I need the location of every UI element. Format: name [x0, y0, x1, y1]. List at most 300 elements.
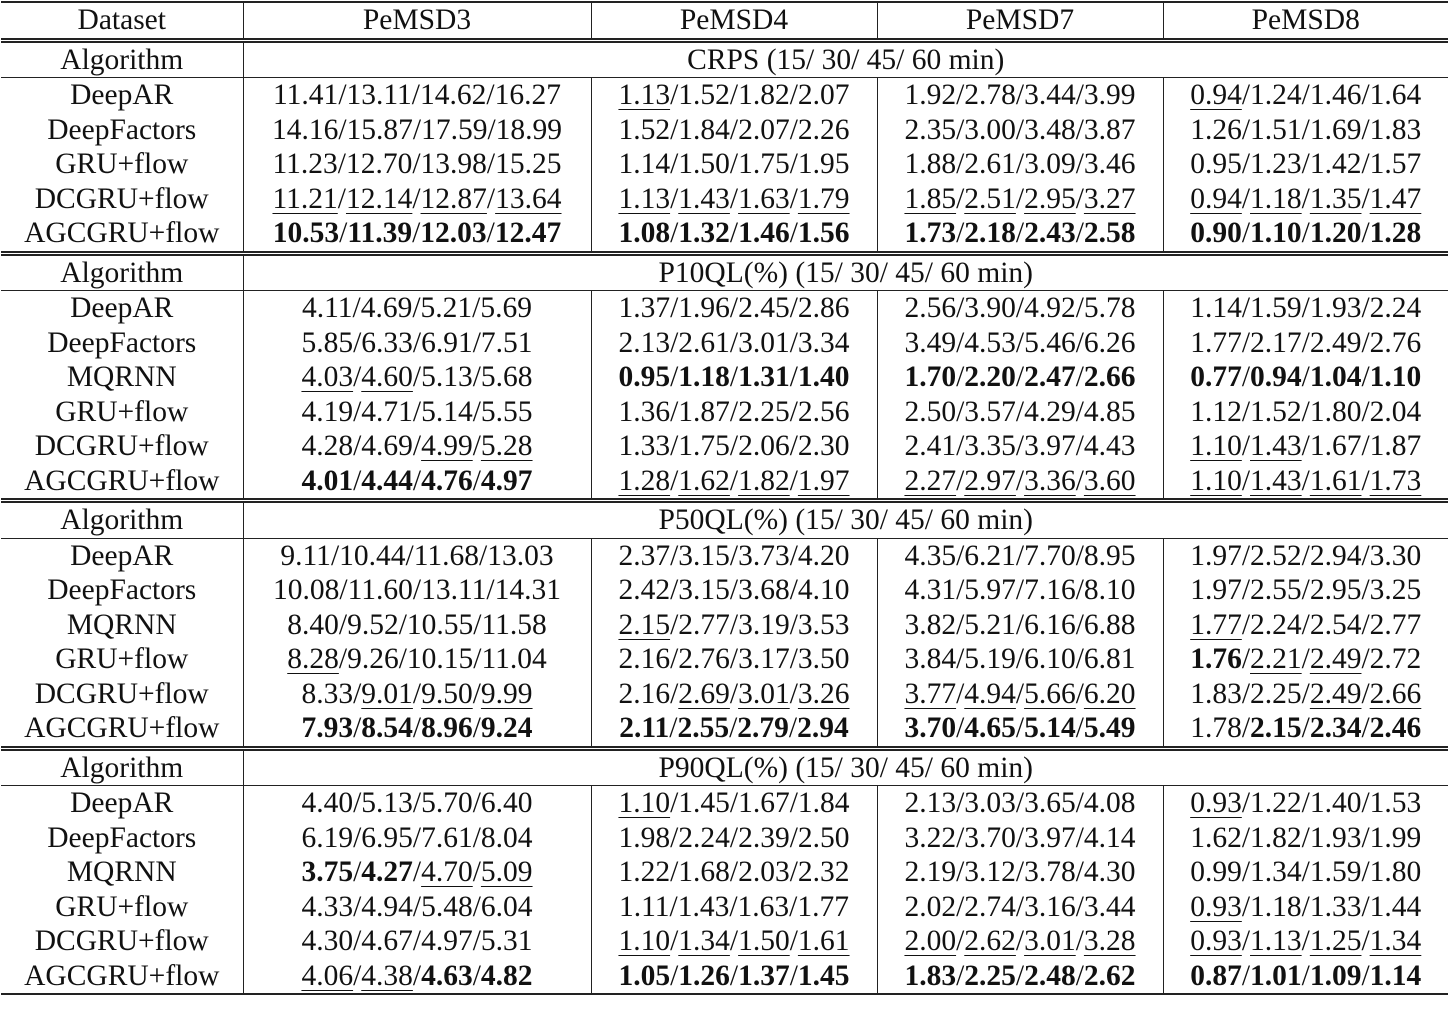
- value: 1.33: [1309, 890, 1362, 923]
- value: 3.25: [1369, 574, 1422, 606]
- table-row: [1, 855, 1448, 890]
- metric-cell-pemsd8: [1163, 326, 1448, 361]
- value-separator: /: [729, 787, 739, 819]
- value: 3.01: [738, 326, 790, 359]
- best-value: 11.39: [347, 217, 413, 249]
- value: 3.12: [964, 856, 1016, 888]
- second-best-value: 1.10: [1190, 464, 1242, 497]
- metric-cell-pemsd3: [243, 924, 591, 959]
- value-separator: /: [670, 79, 679, 111]
- value-separator: /: [789, 925, 798, 957]
- best-value: 7.93: [301, 712, 354, 744]
- best-value: 1.08: [618, 217, 671, 249]
- value-separator: /: [472, 856, 481, 888]
- value-separator: /: [1361, 148, 1370, 180]
- value-separator: /: [670, 539, 679, 572]
- value: 1.97: [1190, 574, 1242, 606]
- metric-cell-pemsd8: [1163, 855, 1448, 890]
- value-separator: /: [1075, 539, 1084, 572]
- value-separator: /: [472, 925, 481, 957]
- value: 2.07: [797, 79, 850, 111]
- second-best-value: 9.99: [480, 677, 533, 710]
- value-separator: /: [729, 326, 739, 359]
- best-value: 2.15: [1250, 712, 1302, 744]
- algorithm-name: DCGRU+flow: [34, 182, 209, 215]
- table-row: [1, 216, 1448, 253]
- metric-cell-pemsd7: [877, 786, 1163, 821]
- value: 3.48: [1024, 113, 1076, 146]
- value: 2.02: [904, 890, 957, 923]
- value: 8.10: [1083, 574, 1136, 606]
- value: 11.04: [481, 643, 547, 675]
- value: 2.13: [904, 787, 957, 819]
- algorithm-name: GRU+flow: [55, 148, 189, 180]
- value: 4.33: [301, 890, 354, 923]
- value-separator: /: [789, 326, 798, 359]
- second-best-value: 1.79: [797, 182, 850, 215]
- value-separator: /: [1301, 608, 1310, 641]
- value: 2.03: [738, 856, 790, 888]
- value: 17.59: [421, 113, 488, 146]
- metric-cell-pemsd8: [1163, 677, 1448, 712]
- value-separator: /: [789, 361, 798, 393]
- value: 6.33: [361, 326, 413, 359]
- value-separator: /: [1015, 539, 1025, 572]
- value: 6.81: [1083, 643, 1136, 675]
- metric-title: P10QL(%) (15/ 30/ 45/ 60 min): [243, 253, 1448, 291]
- value: 4.29: [1024, 395, 1076, 428]
- second-best-value: 13.64: [495, 182, 562, 215]
- best-value: 10.53: [272, 217, 340, 249]
- value: 5.78: [1083, 292, 1136, 324]
- value-separator: /: [1075, 182, 1084, 215]
- value-separator: /: [670, 395, 679, 428]
- value-separator: /: [956, 182, 965, 215]
- value: 3.35: [964, 430, 1016, 462]
- value: 4.53: [964, 326, 1016, 359]
- best-value: 2.18: [964, 217, 1016, 249]
- value-separator: /: [1075, 217, 1084, 249]
- value-separator: /: [729, 890, 738, 923]
- value-separator: /: [789, 217, 798, 249]
- value: 8.04: [480, 821, 533, 854]
- value: 3.53: [797, 608, 850, 641]
- metric-cell-pemsd7: [877, 326, 1163, 361]
- value: 2.77: [1369, 608, 1422, 641]
- metric-cell-pemsd7: [877, 677, 1163, 712]
- value-separator: /: [1015, 361, 1025, 393]
- value: 3.78: [1024, 856, 1076, 888]
- table-row: [1, 78, 1448, 113]
- best-value: 2.66: [1083, 361, 1136, 393]
- value: 6.19: [301, 821, 354, 854]
- value-separator: /: [1015, 925, 1025, 957]
- value-separator: /: [1015, 148, 1025, 180]
- metric-cell-pemsd4: [591, 182, 877, 217]
- value-separator: /: [353, 430, 362, 462]
- value: 2.50: [904, 395, 957, 428]
- value-separator: /: [1301, 821, 1310, 854]
- value-separator: /: [1015, 464, 1025, 497]
- value: 2.24: [1250, 608, 1302, 641]
- second-best-value: 1.18: [1250, 182, 1302, 215]
- value-separator: /: [956, 821, 965, 854]
- second-best-value: 1.62: [678, 464, 730, 497]
- value: 2.24: [678, 821, 730, 854]
- best-value: 4.01: [301, 464, 354, 497]
- value: 2.06: [738, 430, 790, 462]
- value: 1.24: [1250, 79, 1302, 111]
- value-separator: /: [398, 643, 407, 675]
- header-dataset-pemsd8: PeMSD8: [1163, 2, 1448, 40]
- value: 1.52: [618, 113, 671, 146]
- value-separator: /: [670, 148, 679, 180]
- metric-cell-pemsd4: [591, 395, 877, 430]
- table-row: [1, 429, 1448, 464]
- best-value: 1.14: [1369, 959, 1422, 992]
- best-value: 4.65: [964, 712, 1016, 744]
- metric-cell-pemsd3: [243, 326, 591, 361]
- value-separator: /: [670, 643, 679, 675]
- value-separator: /: [338, 643, 348, 675]
- value-separator: /: [472, 361, 481, 393]
- value-separator: /: [729, 712, 738, 744]
- table-row: [1, 464, 1448, 501]
- value-separator: /: [789, 959, 798, 992]
- metric-cell-pemsd8: [1163, 538, 1448, 573]
- value: 1.80: [1369, 856, 1422, 888]
- metric-cell-pemsd8: [1163, 642, 1448, 677]
- value-separator: /: [1015, 292, 1025, 324]
- value-separator: /: [670, 787, 679, 819]
- value-separator: /: [486, 148, 496, 180]
- value-separator: /: [729, 148, 739, 180]
- metric-cell-pemsd3: [243, 959, 591, 995]
- value-separator: /: [956, 712, 965, 744]
- value-separator: /: [412, 574, 422, 606]
- value: 1.22: [618, 856, 671, 888]
- metric-cell-pemsd3: [243, 147, 591, 182]
- value: 4.97: [421, 925, 473, 957]
- table-row: [1, 821, 1448, 856]
- value-separator: /: [1301, 292, 1310, 324]
- value: 2.55: [1250, 574, 1302, 606]
- metric-cell-pemsd3: [243, 821, 591, 856]
- value: 1.57: [1369, 148, 1422, 180]
- value-separator: /: [1361, 677, 1370, 710]
- second-best-value: 0.93: [1190, 925, 1242, 957]
- second-best-value: 3.36: [1024, 464, 1076, 497]
- value-separator: /: [670, 430, 679, 462]
- value-separator: /: [956, 959, 965, 992]
- table-row: [1, 959, 1448, 995]
- second-best-value: 3.01: [1024, 925, 1076, 957]
- value-separator: /: [789, 430, 798, 462]
- metric-cell-pemsd3: [243, 677, 591, 712]
- value-separator: /: [1241, 643, 1251, 675]
- value: 3.97: [1024, 430, 1076, 462]
- value-separator: /: [486, 217, 495, 249]
- value-separator: /: [412, 464, 422, 497]
- best-value: 12.03: [420, 217, 487, 249]
- value-separator: /: [1075, 959, 1084, 992]
- value-separator: /: [412, 217, 421, 249]
- second-best-value: 4.99: [421, 430, 473, 462]
- value: 1.63: [737, 890, 790, 923]
- metric-cell-pemsd4: [591, 216, 877, 253]
- value: 7.16: [1024, 574, 1076, 606]
- metric-cell-pemsd4: [591, 786, 877, 821]
- value-separator: /: [1301, 925, 1310, 957]
- value: 1.50: [678, 148, 730, 180]
- metric-cell-pemsd7: [877, 959, 1163, 995]
- value-separator: /: [353, 890, 362, 923]
- metric-cell-pemsd3: [243, 360, 591, 395]
- results-table: [1, 1, 1448, 995]
- metric-cell-pemsd7: [877, 608, 1163, 643]
- value-separator: /: [789, 787, 798, 819]
- value: 3.57: [964, 395, 1016, 428]
- value: 1.51: [1250, 113, 1302, 146]
- value-separator: /: [473, 643, 482, 675]
- value: 1.88: [904, 148, 957, 180]
- best-value: 2.62: [1083, 959, 1136, 992]
- value: 2.42: [618, 574, 671, 606]
- value-separator: /: [1075, 430, 1084, 462]
- value-separator: /: [1241, 217, 1251, 249]
- value-separator: /: [956, 217, 965, 249]
- table-row: [1, 924, 1448, 959]
- best-value: 2.94: [797, 712, 849, 744]
- table-row: [1, 113, 1448, 148]
- second-best-value: 1.47: [1369, 182, 1422, 215]
- value-separator: /: [1361, 182, 1370, 215]
- best-value: 1.28: [1369, 217, 1422, 249]
- value-separator: /: [1301, 856, 1310, 888]
- value: 6.04: [480, 890, 533, 923]
- value: 1.34: [1250, 856, 1302, 888]
- value: 2.41: [904, 430, 957, 462]
- value-separator: /: [1361, 890, 1370, 923]
- value: 2.94: [1309, 539, 1362, 572]
- value-separator: /: [789, 821, 798, 854]
- value-separator: /: [729, 821, 739, 854]
- value-separator: /: [1301, 539, 1310, 572]
- value: 1.18: [1250, 890, 1302, 923]
- value: 3.99: [1083, 79, 1136, 111]
- value: 4.35: [904, 539, 957, 572]
- value-separator: /: [1015, 959, 1025, 992]
- value: 1.44: [1369, 890, 1422, 923]
- value-separator: /: [670, 821, 679, 854]
- best-value: 3.75: [301, 856, 354, 888]
- best-value: 12.47: [494, 217, 562, 249]
- value: 4.10: [797, 574, 850, 606]
- second-best-value: 3.26: [797, 677, 850, 710]
- second-best-value: 2.27: [904, 464, 957, 497]
- value-separator: /: [1361, 959, 1370, 992]
- metric-cell-pemsd7: [877, 855, 1163, 890]
- value-separator: /: [670, 113, 679, 146]
- metric-title: P90QL(%) (15/ 30/ 45/ 60 min): [243, 748, 1448, 786]
- value-separator: /: [353, 464, 362, 497]
- metric-cell-pemsd4: [591, 677, 877, 712]
- value-separator: /: [1241, 925, 1251, 957]
- metric-cell-pemsd4: [591, 608, 877, 643]
- value-separator: /: [729, 395, 739, 428]
- value-separator: /: [411, 79, 420, 111]
- value-separator: /: [1241, 292, 1251, 324]
- value-separator: /: [1241, 959, 1251, 992]
- value-separator: /: [1015, 182, 1025, 215]
- table-row: [1, 711, 1448, 748]
- value-separator: /: [1361, 79, 1370, 111]
- value-separator: /: [1015, 326, 1025, 359]
- value: 3.73: [738, 539, 790, 572]
- value: 6.91: [421, 326, 473, 359]
- value: 4.92: [1024, 292, 1076, 324]
- metric-cell-pemsd7: [877, 924, 1163, 959]
- second-best-value: 0.94: [1190, 182, 1242, 215]
- value-separator: /: [789, 395, 798, 428]
- value: 1.62: [1190, 821, 1242, 854]
- value-separator: /: [1241, 361, 1251, 393]
- value: 1.93: [1309, 821, 1362, 854]
- value: 13.11: [421, 574, 487, 606]
- value-separator: /: [729, 113, 739, 146]
- value-separator: /: [956, 574, 965, 606]
- header-dataset-pemsd3: PeMSD3: [243, 2, 591, 40]
- value-separator: /: [670, 217, 679, 249]
- value-separator: /: [789, 113, 798, 146]
- value-separator: /: [956, 79, 965, 111]
- algorithm-name: MQRNN: [66, 856, 177, 888]
- value: 7.61: [421, 821, 473, 854]
- value-separator: /: [1015, 608, 1025, 641]
- algorithm-name: GRU+flow: [55, 643, 189, 675]
- value-separator: /: [729, 182, 739, 215]
- value: 1.46: [1309, 79, 1362, 111]
- value-separator: /: [956, 361, 965, 393]
- value-separator: /: [412, 326, 422, 359]
- value: 6.10: [1024, 643, 1076, 675]
- value: 1.26: [1190, 113, 1242, 146]
- value: 6.88: [1083, 608, 1136, 641]
- second-best-value: 1.25: [1309, 925, 1362, 957]
- table-row: [1, 608, 1448, 643]
- value: 7.51: [480, 326, 533, 359]
- value: 1.37: [618, 292, 671, 324]
- value: 2.49: [1309, 326, 1362, 359]
- value-separator: /: [729, 430, 739, 462]
- best-value: 4.44: [361, 464, 413, 497]
- metric-cell-pemsd3: [243, 642, 591, 677]
- table-row: [1, 786, 1448, 821]
- value: 3.90: [964, 292, 1016, 324]
- value-separator: /: [1075, 148, 1084, 180]
- value-separator: /: [729, 959, 739, 992]
- value: 2.24: [1369, 292, 1422, 324]
- value: 2.25: [738, 395, 790, 428]
- value: 4.69: [360, 292, 413, 324]
- value: 3.22: [904, 821, 957, 854]
- value-separator: /: [412, 430, 422, 462]
- value: 4.43: [1083, 430, 1136, 462]
- value: 2.54: [1309, 608, 1362, 641]
- value-separator: /: [1301, 890, 1310, 923]
- value-separator: /: [1075, 821, 1084, 854]
- value: 4.85: [1083, 395, 1136, 428]
- metric-cell-pemsd3: [243, 711, 591, 748]
- metric-cell-pemsd4: [591, 573, 877, 608]
- value-separator: /: [486, 79, 495, 111]
- value-separator: /: [1241, 79, 1251, 111]
- value-separator: /: [412, 113, 422, 146]
- value: 1.93: [1309, 292, 1362, 324]
- best-value: 4.97: [480, 464, 533, 497]
- value-separator: /: [669, 712, 678, 744]
- value-separator: /: [1301, 574, 1310, 606]
- metric-cell-pemsd7: [877, 890, 1163, 925]
- table-row: [1, 182, 1448, 217]
- value-separator: /: [412, 925, 422, 957]
- value-separator: /: [1075, 292, 1084, 324]
- value-separator: /: [670, 925, 679, 957]
- value-separator: /: [956, 113, 965, 146]
- value: 2.78: [964, 79, 1016, 111]
- value-separator: /: [956, 539, 965, 572]
- value-separator: /: [1015, 430, 1025, 462]
- value-separator: /: [338, 79, 347, 111]
- value-separator: /: [1015, 856, 1025, 888]
- metric-cell-pemsd3: [243, 855, 591, 890]
- value-separator: /: [1241, 712, 1251, 744]
- value: 4.20: [797, 539, 850, 572]
- second-best-value: 1.85: [904, 182, 957, 215]
- best-value: 2.55: [677, 712, 730, 744]
- second-best-value: 12.87: [420, 182, 487, 215]
- value: 2.56: [797, 395, 850, 428]
- best-value: 1.83: [904, 959, 957, 992]
- value: 1.69: [1309, 113, 1362, 146]
- metric-cell-pemsd7: [877, 464, 1163, 501]
- value-separator: /: [956, 608, 965, 641]
- value-separator: /: [1075, 643, 1084, 675]
- value: 2.74: [964, 890, 1016, 923]
- value: 1.87: [1369, 430, 1422, 462]
- value-separator: /: [1015, 712, 1025, 744]
- value: 3.82: [904, 608, 957, 641]
- metric-cell-pemsd7: [877, 642, 1163, 677]
- best-value: 1.31: [738, 361, 790, 393]
- second-best-value: 1.77: [1190, 608, 1242, 641]
- best-value: 0.95: [618, 361, 671, 393]
- value: 4.94: [361, 890, 413, 923]
- value: 1.45: [678, 787, 730, 819]
- metric-cell-pemsd8: [1163, 113, 1448, 148]
- algorithm-column-label: Algorithm: [1, 501, 243, 539]
- metric-cell-pemsd4: [591, 959, 877, 995]
- best-value: 8.54: [361, 712, 413, 744]
- value-separator: /: [1075, 677, 1084, 710]
- value: 3.03: [964, 787, 1016, 819]
- second-best-value: 1.13: [1250, 925, 1302, 957]
- value: 4.67: [361, 925, 413, 957]
- value: 10.15: [406, 643, 474, 675]
- value: 3.30: [1369, 539, 1422, 572]
- metric-cell-pemsd3: [243, 786, 591, 821]
- value-separator: /: [352, 292, 361, 324]
